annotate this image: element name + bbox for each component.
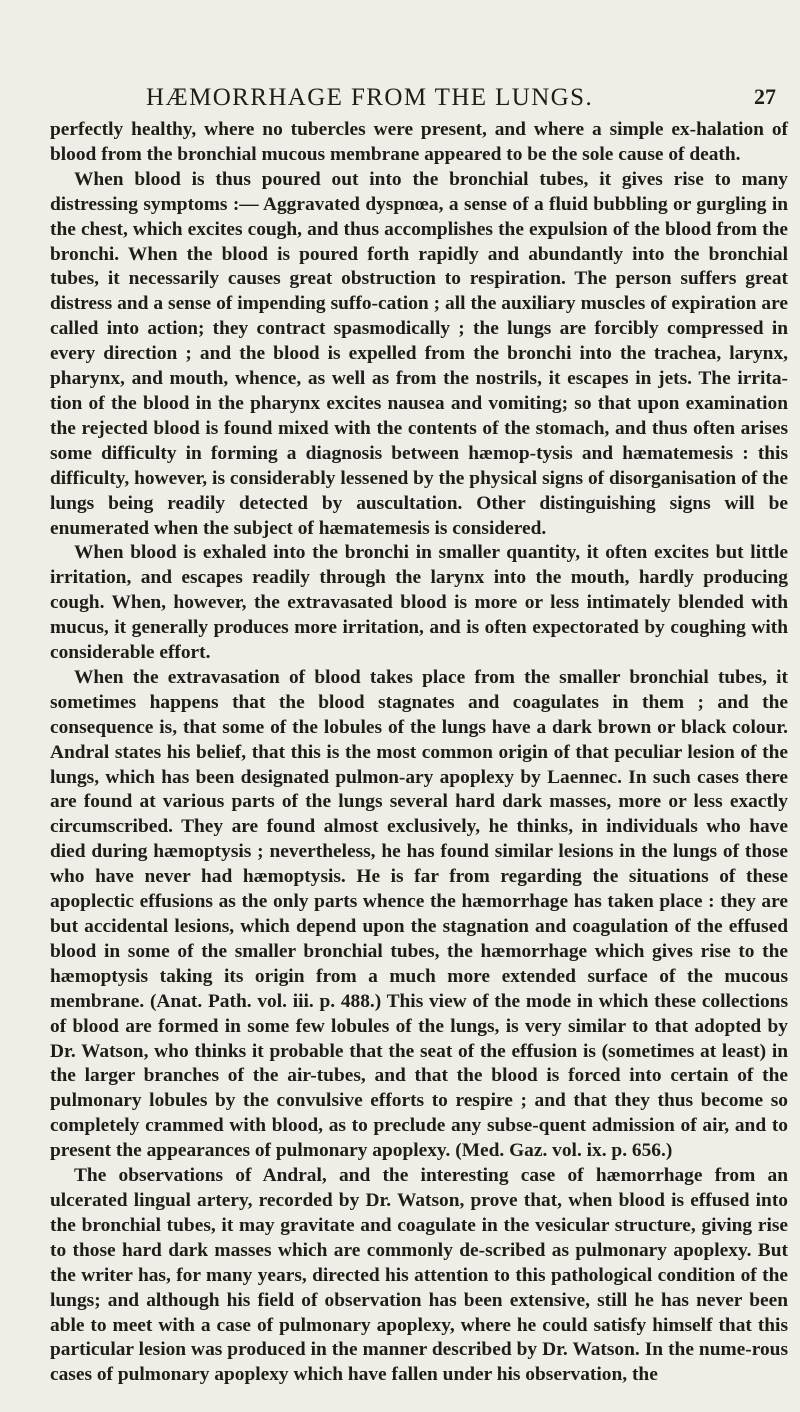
paragraph-observations: The observations of Andral, and the interesting case of hæmorrhage from an ulcerated lingual artery, recorded by Dr. Watson, prove that, when blood is effused into the bronchial tubes, it may gravitate and coagulate in the vesicular structure, giving rise to those hard dark masses which are commonly de-scribed as pulmonary apoplexy. But the writer has, for many years, directed his attention to this pathological condition of the lungs; and although his field of observation has been extensive, still he has never been able to meet with a case of pulmonary apoplexy, where he could satisfy himself that this particular lesion was produced in the manner described by Dr. Watson. In the nume-rous cases of pulmonary apoplexy which have fallen under his observation, the bbox=[50, 1165, 788, 1386]
body-text bbox=[50, 118, 788, 1388]
paragraph-small-quantity: When blood is exhaled into the bronchi in smaller quantity, it often excites but little irritation, and escapes readily through the larynx into the mouth, hardly producing cough. When, however, the extravasated blood is more or less intimately blended with mucus, it generally produces more irritation, and is often expectorated by coughing with considerable effort. bbox=[50, 542, 788, 664]
running-title: HÆMORRHAGE FROM THE LUNGS. bbox=[146, 84, 594, 111]
paragraph-continuation: perfectly healthy, where no tubercles were present, and where a simple ex-halation of blood from the bronchial mucous membrane appeared to be the sole cause of death. bbox=[50, 119, 788, 165]
page-number: 27 bbox=[754, 84, 776, 109]
paragraph-extravasation: When the extravasation of blood takes place from the smaller bronchial tubes, it sometimes happens that the blood stagnates and coagulates in them ; and the consequence is, that some of the lobules of the lungs have a dark brown or black colour. Andral states his belief, that this is the most common origin of that peculiar lesion of the lungs, which has been designated pulmon-ary apoplexy by Laennec. In such cases there are found at various parts of the lungs several hard dark masses, more or less exactly circumscribed. They are found almost exclusively, he thinks, in individuals who have died during hæmoptysis ; nevertheless, he has found similar lesions in the lungs of those who have never had hæmoptysis. He is far from regarding the situations of these apoplectic effusions as the only parts whence the hæmorrhage has taken place : they are but accidental lesions, which depend upon the stagnation and coagulation of the effused blood in some of the smaller bronchial tubes, the hæmorrhage which gives rise to the hæmoptysis taking its origin from a much more extended surface of the mucous membrane. (Anat. Path. vol. iii. p. 488.) This view of the mode in which these collections of blood are formed in some few lobules of the lungs, is very similar to that adopted by Dr. Watson, who thinks it probable that the seat of the effusion is (sometimes at least) in the larger branches of the air-tubes, and that the blood is forced into certain of the pulmonary lobules by the convulsive efforts to respire ; and that they thus become so completely crammed with blood, as to preclude any subse-quent admission of air, and to present the appearances of pulmonary apoplexy. (Med. Gaz. vol. ix. p. 656.) bbox=[50, 666, 788, 1162]
page-header bbox=[146, 84, 776, 110]
paragraph-symptoms: When blood is thus poured out into the bronchial tubes, it gives rise to many distressing symptoms :— Aggravated dyspnœa, a sense of a fluid bubbling or gurgling in the chest, which excites cough, and thus accomplishes the expulsion of the blood from the bronchi. When the blood is poured forth rapidly and abundantly into the bronchial tubes, it necessarily causes great obstruction to respiration. The person suffers great distress and a sense of impending suffo-cation ; all the auxiliary muscles of expiration are called into action; they contract spasmodically ; the lungs are forcibly compressed in every direction ; and the blood is expelled from the bronchi into the trachea, larynx, pharynx, and mouth, whence, as well as from the nostrils, it escapes in jets. The irrita-tion of the blood in the pharynx excites nausea and vomiting; so that upon examination the rejected blood is found mixed with the contents of the stomach, and thus often arises some difficulty in forming a diagnosis between hæmop-tysis and hæmatemesis : this difficulty, however, is considerably lessened by the physical signs of disorganisation of the lungs being readily detected by auscultation. Other distinguishing signs will be enumerated when the subject of hæmatemesis is considered. bbox=[50, 168, 788, 539]
